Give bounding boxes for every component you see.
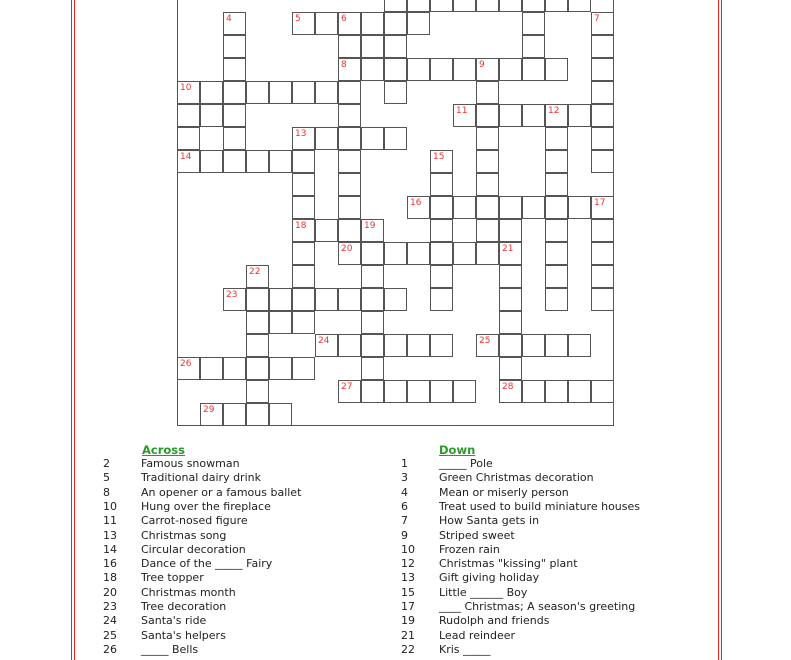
grid-cell[interactable] <box>407 196 430 219</box>
grid-cell[interactable] <box>223 127 246 150</box>
grid-cell[interactable] <box>591 150 614 173</box>
grid-cell[interactable] <box>568 0 591 12</box>
clue-item-text: Santa's ride <box>141 614 207 628</box>
grid-cell[interactable] <box>476 58 499 81</box>
grid-cell[interactable] <box>246 288 269 311</box>
grid-cell[interactable] <box>361 58 384 81</box>
grid-cell[interactable] <box>246 311 269 334</box>
clue-item-number: 26 <box>103 642 117 656</box>
clue-item-number: 22 <box>401 642 415 656</box>
grid-cell[interactable] <box>338 104 361 127</box>
down-heading: Down <box>439 443 476 457</box>
clue-item-text: Tree topper <box>141 571 204 585</box>
grid-cell[interactable] <box>499 242 522 265</box>
grid-cell[interactable] <box>384 35 407 58</box>
grid-cell[interactable] <box>522 58 545 81</box>
grid-cell[interactable] <box>545 104 568 127</box>
clue-number: 10 <box>180 83 192 93</box>
grid-cell[interactable] <box>384 0 407 12</box>
grid-cell[interactable] <box>476 104 499 127</box>
grid-cell[interactable] <box>591 104 614 127</box>
grid-cell[interactable] <box>430 380 453 403</box>
grid-cell[interactable] <box>476 127 499 150</box>
grid-cell[interactable] <box>315 127 338 150</box>
clue-item-text: Santa's helpers <box>141 628 226 642</box>
grid-cell[interactable] <box>545 0 568 12</box>
grid-cell[interactable] <box>269 288 292 311</box>
grid-cell[interactable] <box>292 150 315 173</box>
clue-number: 29 <box>203 405 215 415</box>
grid-cell[interactable] <box>453 196 476 219</box>
grid-cell[interactable] <box>246 357 269 380</box>
grid-cell[interactable] <box>522 196 545 219</box>
grid-cell[interactable] <box>430 288 453 311</box>
grid-cell[interactable] <box>407 0 430 12</box>
clue-item-number: 19 <box>401 614 415 628</box>
grid-cell[interactable] <box>499 311 522 334</box>
grid-cell[interactable] <box>384 127 407 150</box>
clue-item-number: 4 <box>401 485 408 499</box>
grid-cell[interactable] <box>522 334 545 357</box>
grid-cell[interactable] <box>223 81 246 104</box>
clue-number: 27 <box>341 382 353 392</box>
clue-number: 6 <box>341 14 347 24</box>
clue-item-text: Hung over the fireplace <box>141 499 271 513</box>
clue-number: 14 <box>180 152 192 162</box>
grid-cell[interactable] <box>315 81 338 104</box>
grid-cell[interactable] <box>223 58 246 81</box>
grid-cell[interactable] <box>292 311 315 334</box>
grid-cell[interactable] <box>177 81 200 104</box>
grid-cell[interactable] <box>591 265 614 288</box>
grid-cell[interactable] <box>430 0 453 12</box>
grid-cell[interactable] <box>522 35 545 58</box>
grid-cell[interactable] <box>269 81 292 104</box>
grid-cell[interactable] <box>453 104 476 127</box>
grid-cell[interactable] <box>269 357 292 380</box>
clue-item-text: _____ Bells <box>141 642 199 656</box>
grid-cell[interactable] <box>568 380 591 403</box>
clue-number: 16 <box>410 198 422 208</box>
grid-cell[interactable] <box>269 150 292 173</box>
clue-item-number: 21 <box>401 628 415 642</box>
grid-cell[interactable] <box>591 58 614 81</box>
grid-cell[interactable] <box>499 0 522 12</box>
grid-cell[interactable] <box>591 380 614 403</box>
clue-number: 11 <box>456 106 468 116</box>
clue-item-text: Lead reindeer <box>439 628 516 642</box>
grid-cell[interactable] <box>499 334 522 357</box>
grid-cell[interactable] <box>384 380 407 403</box>
grid-cell[interactable] <box>338 173 361 196</box>
grid-cell[interactable] <box>338 288 361 311</box>
grid-cell[interactable] <box>269 403 292 426</box>
grid-cell[interactable] <box>430 173 453 196</box>
clue-item-text: Treat used to build miniature houses <box>439 499 641 513</box>
grid-cell[interactable] <box>568 104 591 127</box>
grid-cell[interactable] <box>361 288 384 311</box>
grid-cell[interactable] <box>407 58 430 81</box>
grid-cell[interactable] <box>292 81 315 104</box>
clue-item-number: 1 <box>401 457 408 470</box>
clue-item-text: How Santa gets in <box>439 514 540 528</box>
grid-cell[interactable] <box>338 150 361 173</box>
grid-cell[interactable] <box>384 288 407 311</box>
grid-cell[interactable] <box>384 334 407 357</box>
grid-cell[interactable] <box>315 288 338 311</box>
grid-cell[interactable] <box>499 104 522 127</box>
clue-item-text: ____ Christmas; A season's greeting <box>439 600 636 613</box>
clue-item-number: 2 <box>103 457 110 470</box>
grid-cell[interactable] <box>200 81 223 104</box>
clue-number: 26 <box>180 359 192 369</box>
grid-cell[interactable] <box>407 334 430 357</box>
grid-cell[interactable] <box>246 265 269 288</box>
grid-cell[interactable] <box>545 265 568 288</box>
clue-item-number: 17 <box>401 600 415 613</box>
clue-item-number: 3 <box>401 471 408 485</box>
clue-item-number: 7 <box>401 514 408 528</box>
grid-cell[interactable] <box>223 288 246 311</box>
grid-cell[interactable] <box>568 334 591 357</box>
clue-number: 24 <box>318 336 330 346</box>
grid-cell[interactable] <box>545 127 568 150</box>
grid-cell[interactable] <box>361 311 384 334</box>
clue-item-number: 10 <box>401 542 415 556</box>
clue-item-text: Christmas "kissing" plant <box>439 557 578 571</box>
grid-cell[interactable] <box>177 150 200 173</box>
grid-cell[interactable] <box>384 242 407 265</box>
clue-item-text: Dance of the _____ Fairy <box>141 557 273 571</box>
grid-cell[interactable] <box>568 196 591 219</box>
grid-cell[interactable] <box>361 265 384 288</box>
clue-item-number: 14 <box>103 542 117 556</box>
grid-cell[interactable] <box>545 380 568 403</box>
clue-item-text: Little ______ Boy <box>439 585 528 599</box>
clue-number: 18 <box>295 221 307 231</box>
grid-cell[interactable] <box>223 104 246 127</box>
grid-cell[interactable] <box>591 81 614 104</box>
grid-cell[interactable] <box>499 196 522 219</box>
grid-cell[interactable] <box>200 150 223 173</box>
clue-item-number: 20 <box>103 585 117 599</box>
grid-cell[interactable] <box>200 104 223 127</box>
clue-item-text: Tree decoration <box>141 600 227 613</box>
grid-cell[interactable] <box>292 12 315 35</box>
grid-cell[interactable] <box>292 196 315 219</box>
grid-cell[interactable] <box>591 196 614 219</box>
clue-number: 25 <box>479 336 491 346</box>
grid-cell[interactable] <box>292 219 315 242</box>
grid-cell[interactable] <box>430 196 453 219</box>
grid-cell[interactable] <box>591 127 614 150</box>
grid-cell[interactable] <box>476 0 499 12</box>
clue-number: 7 <box>594 14 600 24</box>
grid-cell[interactable] <box>430 150 453 173</box>
clue-number: 5 <box>295 14 301 24</box>
grid-cell[interactable] <box>338 196 361 219</box>
grid-cell[interactable] <box>338 380 361 403</box>
grid-cell[interactable] <box>361 357 384 380</box>
grid-cell[interactable] <box>177 127 200 150</box>
grid-cell[interactable] <box>453 58 476 81</box>
clue-item-number: 16 <box>103 557 117 571</box>
grid-cell[interactable] <box>338 334 361 357</box>
grid-cell[interactable] <box>591 242 614 265</box>
grid-cell[interactable] <box>361 242 384 265</box>
grid-cell[interactable] <box>476 196 499 219</box>
grid-cell[interactable] <box>453 0 476 12</box>
grid-cell[interactable] <box>246 403 269 426</box>
clue-number: 8 <box>341 60 347 70</box>
clue-item-number: 15 <box>401 585 415 599</box>
grid-cell[interactable] <box>292 127 315 150</box>
grid-cell[interactable] <box>246 150 269 173</box>
grid-cell[interactable] <box>430 265 453 288</box>
grid-cell[interactable] <box>430 219 453 242</box>
grid-cell[interactable] <box>476 334 499 357</box>
grid-cell[interactable] <box>407 242 430 265</box>
grid-cell[interactable] <box>200 403 223 426</box>
grid-cell[interactable] <box>591 219 614 242</box>
grid-cell[interactable] <box>545 219 568 242</box>
clue-item-text: Rudolph and friends <box>439 614 550 628</box>
grid-cell[interactable] <box>223 12 246 35</box>
grid-cell[interactable] <box>338 242 361 265</box>
grid-cell[interactable] <box>361 12 384 35</box>
grid-cell[interactable] <box>499 219 522 242</box>
clue-number: 19 <box>364 221 376 231</box>
grid-cell[interactable] <box>591 12 614 35</box>
grid-cell[interactable] <box>499 265 522 288</box>
grid-cell[interactable] <box>522 0 545 12</box>
grid-cell[interactable] <box>361 219 384 242</box>
clue-number: 12 <box>548 106 560 116</box>
grid-cell[interactable] <box>499 357 522 380</box>
clue-item-number: 9 <box>401 528 408 542</box>
grid-cell[interactable] <box>499 380 522 403</box>
clue-item-text: Gift giving holiday <box>439 571 540 585</box>
grid-cell[interactable] <box>315 334 338 357</box>
clue-item-text: Christmas month <box>141 585 236 599</box>
grid-cell[interactable] <box>223 403 246 426</box>
clue-item-number: 25 <box>103 628 117 642</box>
across-heading: Across <box>142 443 185 457</box>
clue-item-text: An opener or a famous ballet <box>141 485 302 499</box>
grid-cell[interactable] <box>361 127 384 150</box>
grid-cell[interactable] <box>361 334 384 357</box>
clue-item-text: Traditional dairy drink <box>141 471 261 485</box>
grid-cell[interactable] <box>223 357 246 380</box>
grid-cell[interactable] <box>522 12 545 35</box>
grid-cell[interactable] <box>338 127 361 150</box>
clue-item-text: Circular decoration <box>141 542 246 556</box>
grid-cell[interactable] <box>430 58 453 81</box>
grid-cell[interactable] <box>200 357 223 380</box>
grid-cell[interactable] <box>476 173 499 196</box>
grid-cell[interactable] <box>292 357 315 380</box>
clue-number: 15 <box>433 152 445 162</box>
clue-item-text: Kris _____ <box>439 642 491 656</box>
clue-item-number: 11 <box>103 514 117 528</box>
grid-cell[interactable] <box>338 12 361 35</box>
grid-cell[interactable] <box>269 311 292 334</box>
grid-cell[interactable] <box>292 265 315 288</box>
grid-cell[interactable] <box>476 219 499 242</box>
grid-cell[interactable] <box>545 196 568 219</box>
clue-number: 20 <box>341 244 353 254</box>
clue-item-text: Christmas song <box>141 528 227 542</box>
clue-number: 13 <box>295 129 307 139</box>
clue-item-text: Carrot-nosed figure <box>141 514 248 528</box>
clue-number: 21 <box>502 244 514 254</box>
clue-item-text: Frozen rain <box>439 542 500 556</box>
clue-number: 4 <box>226 14 232 24</box>
clue-item-number: 24 <box>103 614 117 628</box>
grid-cell[interactable] <box>591 35 614 58</box>
grid-cell[interactable] <box>223 35 246 58</box>
grid-cell[interactable] <box>292 288 315 311</box>
grid-cell[interactable] <box>430 242 453 265</box>
clue-item-number: 10 <box>103 499 117 513</box>
grid-cell[interactable] <box>384 58 407 81</box>
grid-cell[interactable] <box>499 288 522 311</box>
grid-cell[interactable] <box>338 35 361 58</box>
grid-cell[interactable] <box>545 58 568 81</box>
grid-cell[interactable] <box>545 288 568 311</box>
grid-cell[interactable] <box>453 242 476 265</box>
clue-item-number: 8 <box>103 485 110 499</box>
grid-cell[interactable] <box>246 380 269 403</box>
grid-cell[interactable] <box>407 380 430 403</box>
grid-cell[interactable] <box>545 150 568 173</box>
grid-cell[interactable] <box>545 242 568 265</box>
grid-cell[interactable] <box>476 242 499 265</box>
grid-cell[interactable] <box>246 334 269 357</box>
grid-cell[interactable] <box>499 58 522 81</box>
grid-cell[interactable] <box>338 81 361 104</box>
clue-item-number: 12 <box>401 557 415 571</box>
grid-cell[interactable] <box>545 173 568 196</box>
grid-cell[interactable] <box>430 334 453 357</box>
clue-item-number: 23 <box>103 600 117 613</box>
grid-cell[interactable] <box>384 12 407 35</box>
clue-item-text: _____ Pole <box>439 457 493 470</box>
grid-cell[interactable] <box>338 58 361 81</box>
grid-cell[interactable] <box>545 334 568 357</box>
clue-number: 22 <box>249 267 261 277</box>
grid-cell[interactable] <box>384 81 407 104</box>
grid-cell[interactable] <box>476 150 499 173</box>
clue-number: 23 <box>226 290 238 300</box>
grid-cell[interactable] <box>292 242 315 265</box>
grid-cell[interactable] <box>177 104 200 127</box>
grid-cell[interactable] <box>315 219 338 242</box>
grid-cell[interactable] <box>361 380 384 403</box>
grid-cell[interactable] <box>522 380 545 403</box>
grid-cell[interactable] <box>476 81 499 104</box>
grid-cell[interactable] <box>315 12 338 35</box>
grid-cell[interactable] <box>453 380 476 403</box>
grid-cell[interactable] <box>292 173 315 196</box>
grid-cell[interactable] <box>591 288 614 311</box>
grid-cell[interactable] <box>361 35 384 58</box>
clue-item-number: 6 <box>401 499 408 513</box>
clue-item-number: 18 <box>103 571 117 585</box>
clue-item-number: 13 <box>103 528 117 542</box>
grid-cell[interactable] <box>223 150 246 173</box>
clue-item-text: Green Christmas decoration <box>439 471 594 485</box>
grid-cell[interactable] <box>522 104 545 127</box>
grid-cell[interactable] <box>407 12 430 35</box>
clue-number: 28 <box>502 382 514 392</box>
grid-cell[interactable] <box>338 219 361 242</box>
clue-item-text: Striped sweet <box>439 528 515 542</box>
grid-cell[interactable] <box>177 357 200 380</box>
grid-cell[interactable] <box>246 81 269 104</box>
clue-number: 17 <box>594 198 606 208</box>
clue-number: 9 <box>479 60 485 70</box>
clue-item-text: Famous snowman <box>141 457 240 470</box>
clue-item-number: 5 <box>103 471 110 485</box>
clue-item-number: 13 <box>401 571 415 585</box>
clue-item-text: Mean or miserly person <box>439 485 569 499</box>
